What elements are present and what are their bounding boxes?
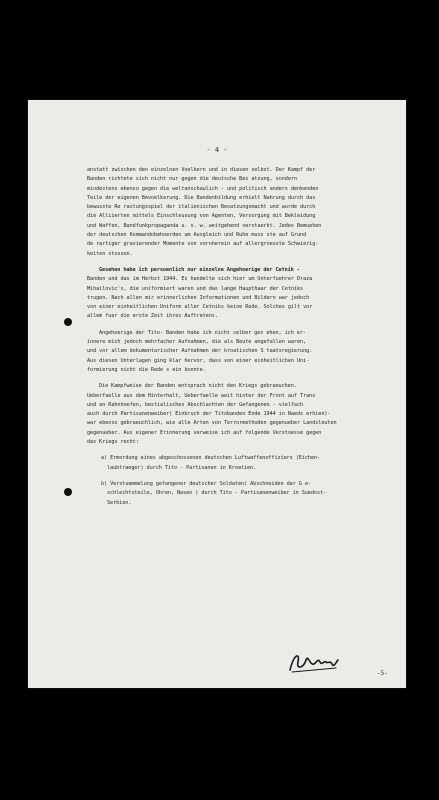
- text-line: keiten stossen.: [87, 250, 133, 257]
- text-line: de rartiger gravierender Momente von vornherein auf allergroesste Schwierig-: [87, 241, 319, 248]
- text-line: von einer einheitlichen Uniform aller Cetniks keine Rede. Solches gilt vor: [87, 304, 313, 311]
- text-line: Mihailovic's, die uniformiert waren und das lange Haupthaar der Cetniks: [87, 285, 304, 292]
- text-line: Banden richtete sich nicht nur gegen die deutsche Bes atzung, sondern: [87, 176, 297, 183]
- punch-hole-icon: [64, 318, 72, 326]
- text-line: und an Rahnhoefen, bestialisches Abschlachten der Gefangenen - vielfach: [87, 401, 304, 408]
- text-line: anstatt zwischen den einzelnen Voelkern und in diesen selbst. Der Kampf der: [87, 167, 316, 173]
- text-line: schlechtsteile, Ohren, Nasen ) durch Tito - Partisanenweiber in Suedost-: [107, 490, 327, 497]
- page-number: - 4 -: [206, 146, 228, 154]
- text-line: Serbien.: [107, 499, 132, 506]
- text-line: und Waffen, Bandfunkpropaganda u. s. w. weitgehend verstaerkt. Jedes Bemuehen: [87, 222, 322, 229]
- text-line: bewusste Re rastungsspiel der italienischen Besatzungsmacht und wurde durch: [87, 204, 316, 211]
- text-line: Teile der eigenen Bevoelkerung. Die Bandenbildung erhielt Nahrung durch das: [87, 194, 316, 201]
- text-line: mindestens ebenso gegen die weltanschaulich - und politisch anders denkenden: [87, 185, 319, 192]
- text-line: trugen. Nach allen mir erinnerlichen Informationen und Bildern war jedoch: [87, 294, 310, 301]
- text-line: innere mich jedoch mehrfacher Aufnahmen, die als Beute angefallen waren,: [87, 339, 307, 346]
- next-page-mark: -5-: [377, 670, 388, 677]
- text-line: gegenueber. Aus eigener Erinnerung verweise ich auf folgende Verstoesse gegen: [87, 429, 322, 436]
- text-line: und vor allem dokumentarischer Aufnahmen der kroatischen S taatsregierung.: [87, 348, 313, 355]
- text-line: laubtraeger) durch Tito - Partisanen in Kroatien.: [107, 464, 257, 471]
- text-line: allem fuer die erste Zeit ihres Auftretens.: [87, 313, 218, 320]
- text-line: das Kriegs recht:: [87, 439, 139, 446]
- text-line: a) Ermordung eines abgeschossenen deutschen Luftwaffenoffiziers (Eichen-: [101, 455, 321, 462]
- paragraph: [87, 266, 387, 322]
- text-line: Banden und das im Herbst 1944. Es handelte sich hier um Unterfuehrer Draza: [87, 276, 313, 283]
- paragraph: [87, 382, 387, 447]
- text-line: der deutschen Kommandobehoerden um Ausgleich und Ruhe muss ste auf Grund: [87, 232, 307, 239]
- text-line: Angehoerige der Tito- Banden habe ich nicht selber ges ehen, ich er-: [99, 329, 306, 336]
- text-line: b) Verstuemmelung gefangener deutscher Soldaten( Abschneiden der G e-: [101, 480, 311, 487]
- text-line: Aus diesen Unterlagen ging klar hervor, dass von einer einheitlichen Uni-: [87, 357, 310, 364]
- text-line: war ebenso gebraeuchlich, wie alle Arten von Terrormethoden gegenueber Landsleuten: [87, 420, 337, 427]
- document-page: [28, 100, 406, 688]
- list-item: [87, 454, 387, 473]
- punch-hole-icon: [64, 488, 72, 496]
- paragraph: [87, 329, 387, 375]
- text-line: Ueberfaelle aus dem Hinterhalt, Ueberfaelle weit hinter der Front auf Trans: [87, 392, 316, 399]
- text-line: Gesehen habe ich persoenlich nur einzelne Angehoerige der Cetnik -: [99, 266, 300, 273]
- signature-icon: [286, 648, 346, 676]
- text-line: die Alliierten mittels Einschleusung von Agenten, Versorgung mit Bekleidung: [87, 213, 316, 220]
- paragraph: [87, 166, 387, 259]
- document-body: [87, 166, 387, 508]
- text-line: Die Kampfweise der Banden entsprach nicht den Kriegs gebraeuchen.: [99, 383, 297, 390]
- text-line: formierung nicht die Rede s ein konnte.: [87, 366, 206, 373]
- text-line: auch durch Partisanenweiber( Einbruch der Titobanden Ende 1944 in Naeds erhien)-: [87, 411, 331, 418]
- list-item: [87, 480, 387, 508]
